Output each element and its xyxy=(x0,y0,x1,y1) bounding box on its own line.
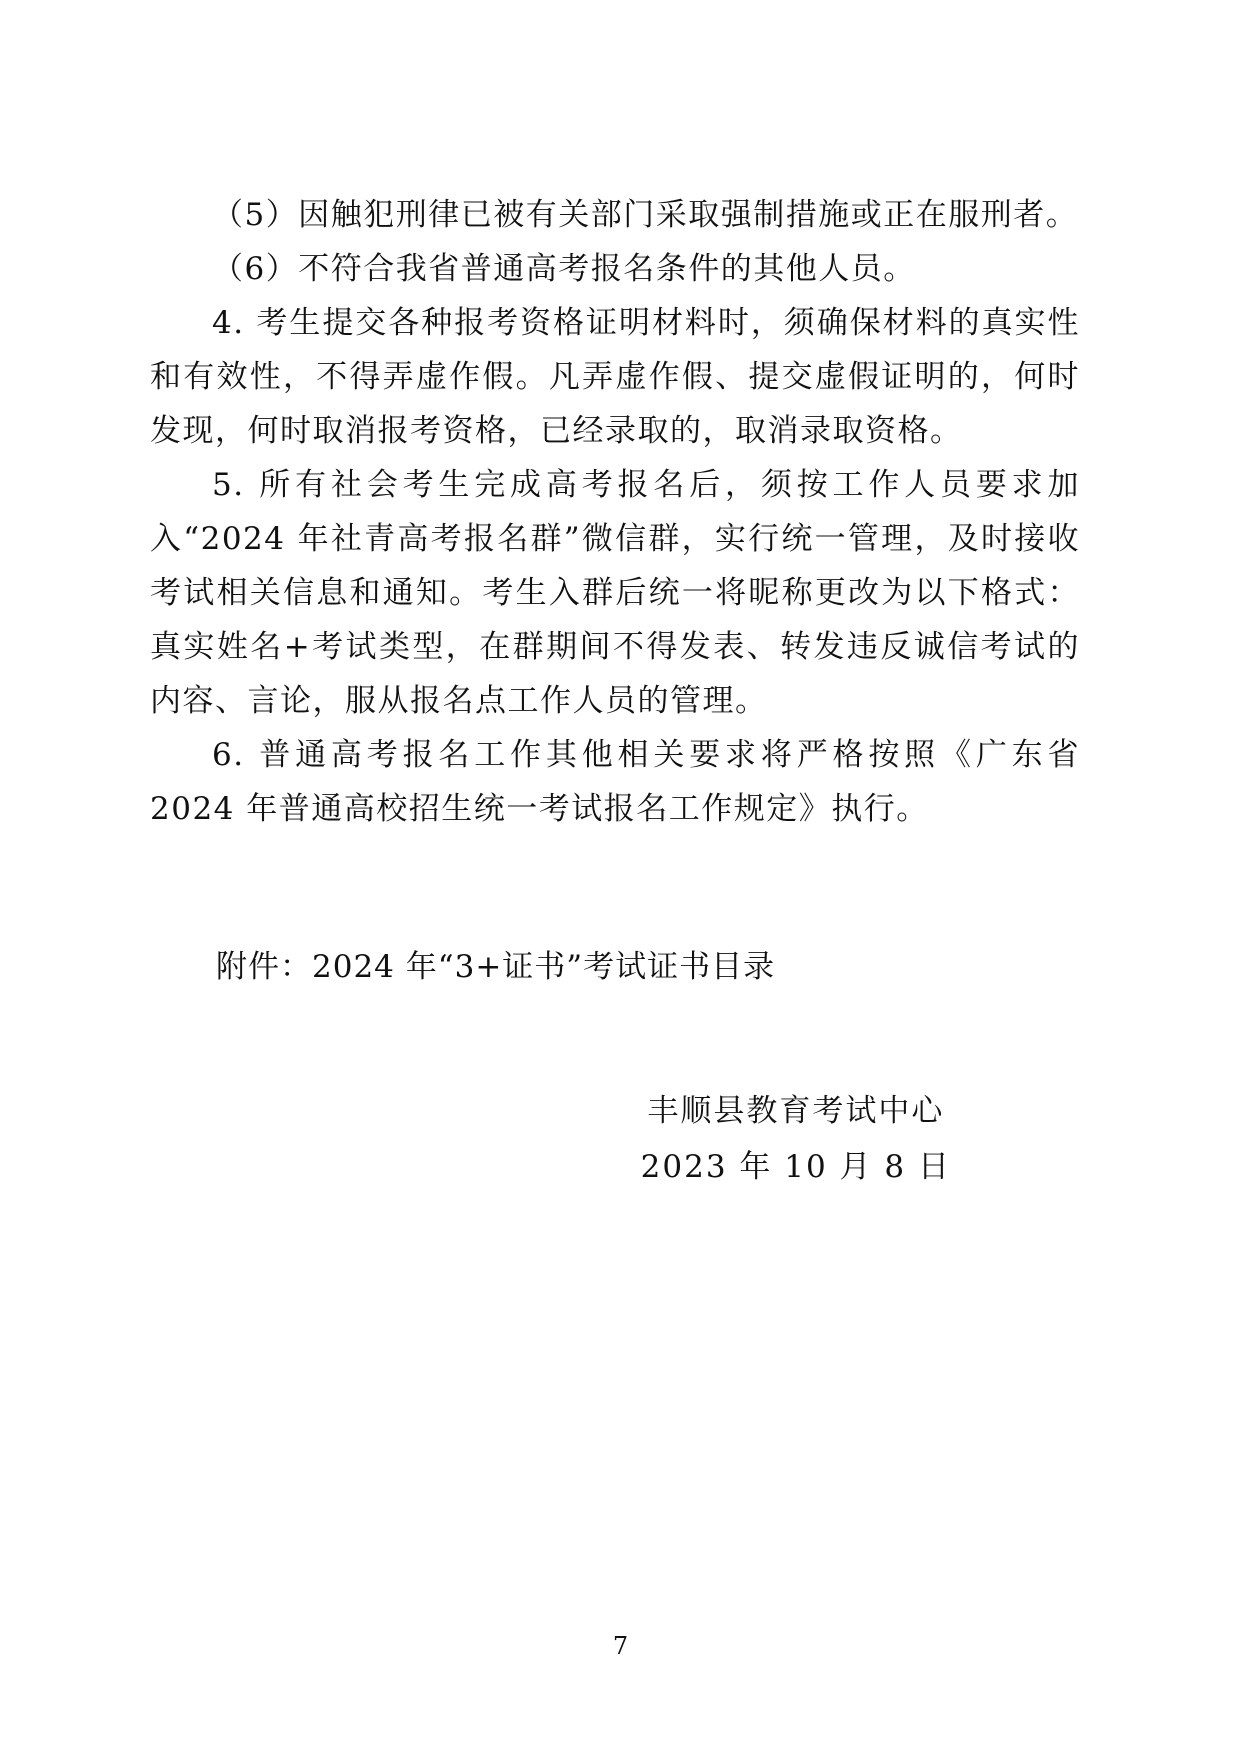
signature-block xyxy=(641,1083,951,1195)
paragraph-5: 5. 所有社会考生完成高考报名后，须按工作人员要求加入“2024 年社青高考报名群”微信群，实行统一管理，及时接收考试相关信息和通知。考生入群后统一将昵称更改为以下格式：真实姓名+考试类型，在群期间不得发表、转发违反诚信考试的内容、言论，服从报名点工作人员的管理。 xyxy=(150,467,1080,719)
page-number: 7 xyxy=(612,1632,629,1660)
attachment-line: 附件：2024 年“3+证书”考试证书目录 xyxy=(216,949,776,985)
paragraph-6: 6. 普通高考报名工作其他相关要求将严格按照《广东省 2024 年普通高校招生统一考试报名工作规定》执行。 xyxy=(150,737,1080,827)
signature-organization: 丰顺县教育考试中心 xyxy=(647,1093,945,1129)
signature-date: 2023 年 10 月 8 日 xyxy=(640,1149,951,1185)
body-text xyxy=(150,188,1080,836)
paragraph-4: 4. 考生提交各种报考资格证明材料时，须确保材料的真实性和有效性，不得弄虚作假。凡弄虚作假、提交虚假证明的，何时发现，何时取消报考资格，已经录取的，取消录取资格。 xyxy=(150,305,1080,449)
paragraph-item-6: （6）不符合我省普通高考报名条件的其他人员。 xyxy=(212,251,916,287)
paragraph-item-5: （5）因触犯刑律已被有关部门采取强制措施或正在服刑者。 xyxy=(212,197,1079,233)
